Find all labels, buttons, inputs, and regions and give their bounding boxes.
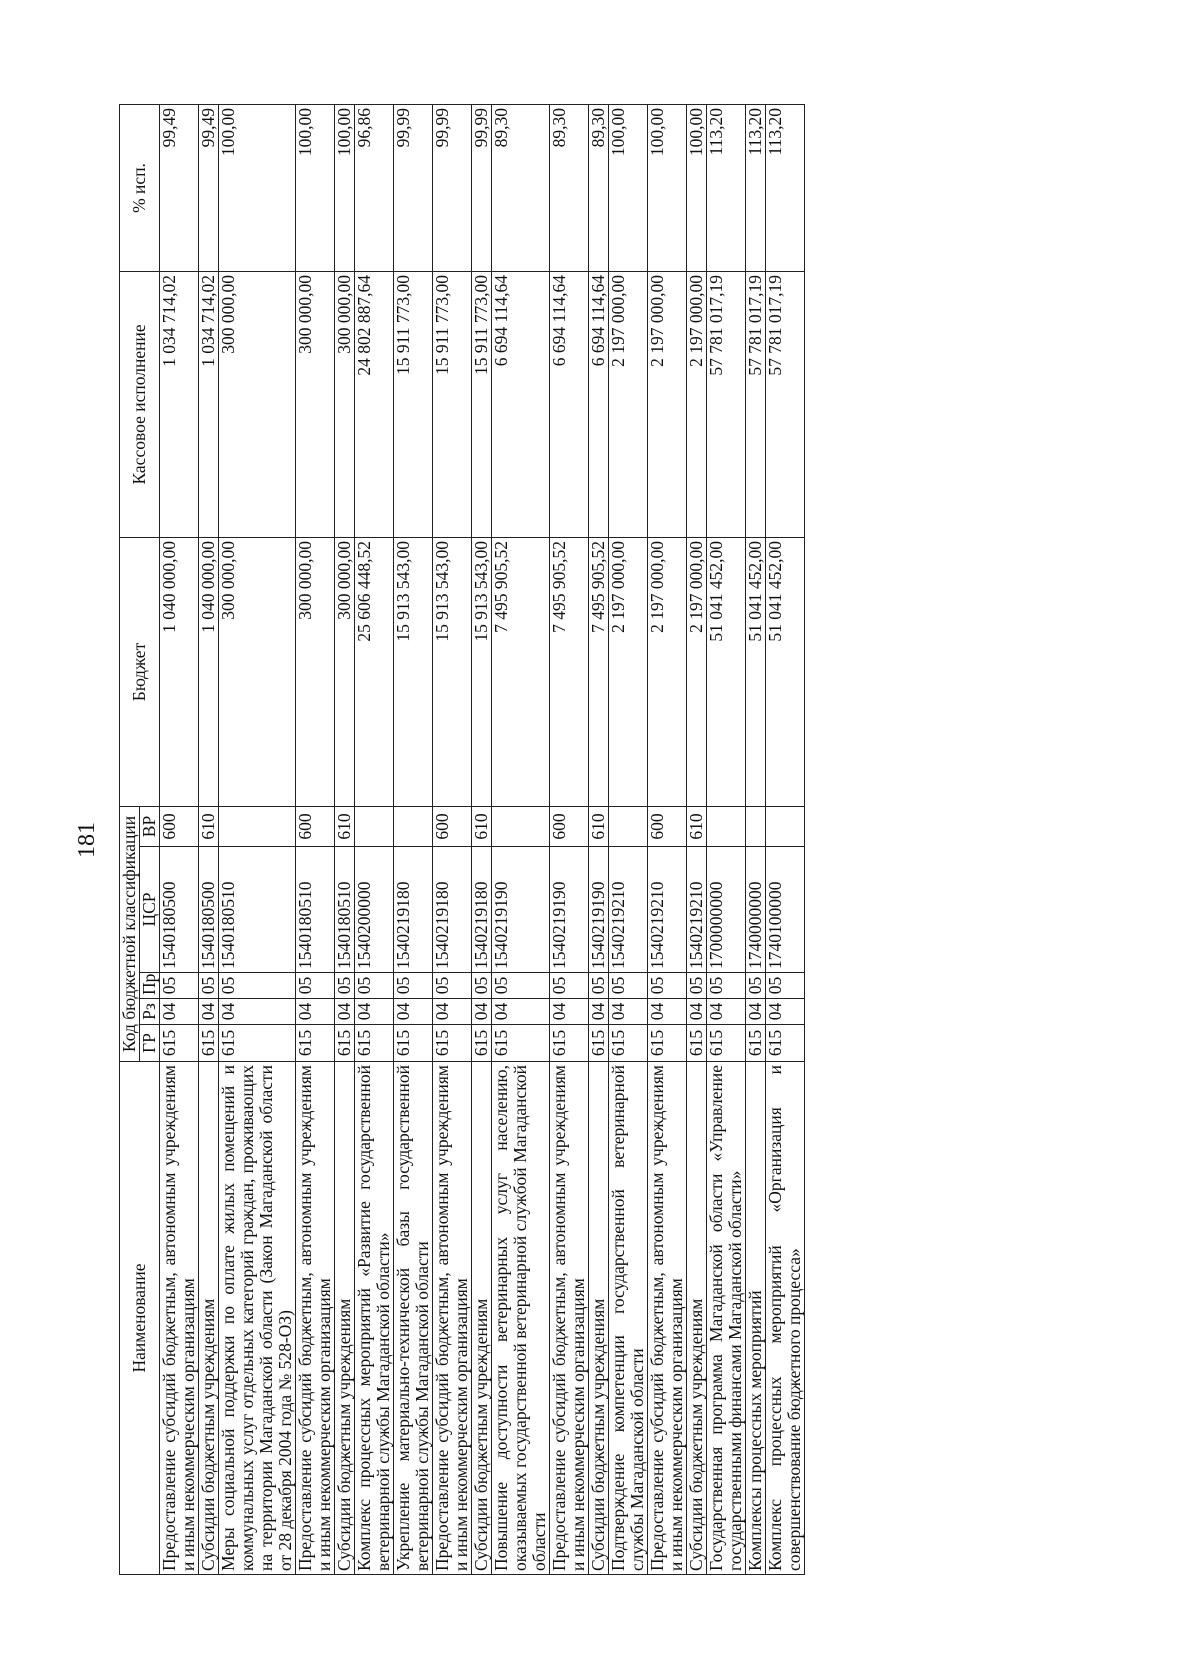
row-pct: 89,30: [589, 104, 609, 271]
row-csr: 1540200000: [355, 847, 394, 973]
row-budget: 300 000,00: [296, 537, 335, 806]
row-name: Комплексы процессных мероприятий: [746, 1062, 766, 1575]
table-body: [160, 104, 805, 1574]
row-budget: 7 495 905,52: [550, 537, 589, 806]
row-rz: 04: [433, 999, 472, 1025]
header-cash: Кассовое исполнение: [120, 271, 160, 537]
row-vr: 600: [648, 806, 687, 846]
row-pr: 05: [550, 973, 589, 999]
row-pr: 05: [609, 973, 648, 999]
row-csr: 1540219180: [433, 847, 472, 973]
row-cash: 300 000,00: [335, 271, 355, 537]
table-row: [609, 104, 648, 1574]
row-cash: 15 911 773,00: [394, 271, 433, 537]
row-vr: [492, 806, 550, 846]
row-name: Субсидии бюджетным учреждениям: [687, 1062, 707, 1575]
row-vr: 610: [589, 806, 609, 846]
row-gr: 615: [589, 1025, 609, 1062]
row-gr: 615: [766, 1025, 805, 1062]
row-name: Подтверждение компетенции государственной ветеринарной службы Магаданской области: [609, 1062, 648, 1575]
row-csr: 1540219210: [609, 847, 648, 973]
row-gr: 615: [472, 1025, 492, 1062]
table-row: [766, 104, 805, 1574]
row-budget: 51 041 452,00: [746, 537, 766, 806]
row-pr: 05: [355, 973, 394, 999]
rotated-content: [74, 105, 1179, 1575]
row-name: Предоставление субсидий бюджетным, автономным учреждениям и иным некоммерческим организациям: [296, 1062, 335, 1575]
row-rz: 04: [160, 999, 199, 1025]
row-cash: 57 781 017,19: [746, 271, 766, 537]
row-cash: 6 694 114,64: [550, 271, 589, 537]
row-csr: 1540219210: [648, 847, 687, 973]
row-pct: 100,00: [219, 104, 296, 271]
row-pr: 05: [160, 973, 199, 999]
row-name: Комплекс процессных мероприятий «Развитие государственной ветеринарной службы Магаданской области»: [355, 1062, 394, 1575]
row-name: Комплекс процессных мероприятий «Организация и совершенствование бюджетного процесса»: [766, 1062, 805, 1575]
page-number: 181: [74, 822, 100, 858]
row-pct: 99,49: [160, 104, 199, 271]
row-cash: 57 781 017,19: [707, 271, 746, 537]
row-rz: 04: [472, 999, 492, 1025]
row-csr: 1740100000: [766, 847, 805, 973]
row-csr: 1540180510: [219, 847, 296, 973]
row-cash: 300 000,00: [296, 271, 335, 537]
row-vr: 600: [296, 806, 335, 846]
row-pr: 05: [687, 973, 707, 999]
table-row: [472, 104, 492, 1574]
row-cash: 2 197 000,00: [648, 271, 687, 537]
row-csr: 1540219190: [492, 847, 550, 973]
row-name: Субсидии бюджетным учреждениям: [199, 1062, 219, 1575]
row-pct: 100,00: [648, 104, 687, 271]
row-gr: 615: [707, 1025, 746, 1062]
table-row: [394, 104, 433, 1574]
header-pct: % исп.: [120, 104, 160, 271]
row-name: Предоставление субсидий бюджетным, автономным учреждениям и иным некоммерческим организациям: [433, 1062, 472, 1575]
row-vr: [219, 806, 296, 846]
row-gr: 615: [550, 1025, 589, 1062]
row-csr: 1540219210: [687, 847, 707, 973]
row-pr: 05: [589, 973, 609, 999]
row-pr: 05: [199, 973, 219, 999]
row-pr: 05: [472, 973, 492, 999]
row-pr: 05: [219, 973, 296, 999]
row-gr: 615: [433, 1025, 472, 1062]
row-pct: 96,86: [355, 104, 394, 271]
row-vr: 610: [335, 806, 355, 846]
header-code-group: Код бюджетной классификации: [120, 806, 140, 1061]
row-name: Государственная программа Магаданской области «Управление государственными финансами Магаданской области»: [707, 1062, 746, 1575]
row-pct: 100,00: [296, 104, 335, 271]
row-csr: 1740000000: [746, 847, 766, 973]
row-rz: 04: [766, 999, 805, 1025]
row-budget: 300 000,00: [335, 537, 355, 806]
table-row: [550, 104, 589, 1574]
row-cash: 6 694 114,64: [492, 271, 550, 537]
row-pct: 99,99: [394, 104, 433, 271]
table-row: [687, 104, 707, 1574]
row-budget: 25 606 448,52: [355, 537, 394, 806]
row-name: Предоставление субсидий бюджетным, автономным учреждениям и иным некоммерческим организациям: [160, 1062, 199, 1575]
row-name: Субсидии бюджетным учреждениям: [589, 1062, 609, 1575]
row-cash: 1 034 714,02: [160, 271, 199, 537]
row-pct: 99,99: [433, 104, 472, 271]
row-csr: 1540180510: [335, 847, 355, 973]
row-csr: 1540219180: [394, 847, 433, 973]
row-budget: 15 913 543,00: [433, 537, 472, 806]
row-csr: 1540219190: [550, 847, 589, 973]
row-pr: 05: [766, 973, 805, 999]
row-name: Предоставление субсидий бюджетным, автономным учреждениям и иным некоммерческим организациям: [550, 1062, 589, 1575]
row-rz: 04: [335, 999, 355, 1025]
row-pr: 05: [335, 973, 355, 999]
row-rz: 04: [492, 999, 550, 1025]
row-csr: 1540219190: [589, 847, 609, 973]
row-vr: 600: [433, 806, 472, 846]
row-pct: 100,00: [335, 104, 355, 271]
row-pct: 99,49: [199, 104, 219, 271]
row-vr: 600: [160, 806, 199, 846]
row-vr: 600: [550, 806, 589, 846]
header-csr: ЦСР: [140, 847, 160, 973]
row-name: Субсидии бюджетным учреждениям: [335, 1062, 355, 1575]
row-rz: 04: [550, 999, 589, 1025]
row-budget: 2 197 000,00: [609, 537, 648, 806]
row-budget: 15 913 543,00: [472, 537, 492, 806]
table-row: [219, 104, 296, 1574]
table-row: [648, 104, 687, 1574]
row-budget: 2 197 000,00: [687, 537, 707, 806]
row-vr: [394, 806, 433, 846]
row-pr: 05: [648, 973, 687, 999]
row-csr: 1700000000: [707, 847, 746, 973]
row-rz: 04: [609, 999, 648, 1025]
header-gr: ГР: [140, 1025, 160, 1062]
row-rz: 04: [707, 999, 746, 1025]
row-vr: [707, 806, 746, 846]
row-name: Повышение доступности ветеринарных услуг населению, оказываемых государственной ветеринарной службой Магаданской области: [492, 1062, 550, 1575]
row-cash: 2 197 000,00: [609, 271, 648, 537]
table-row: [746, 104, 766, 1574]
table-row: [335, 104, 355, 1574]
row-pr: 05: [746, 973, 766, 999]
row-vr: [355, 806, 394, 846]
row-vr: [766, 806, 805, 846]
row-vr: 610: [199, 806, 219, 846]
row-pct: 100,00: [687, 104, 707, 271]
row-gr: 615: [492, 1025, 550, 1062]
row-gr: 615: [687, 1025, 707, 1062]
row-pct: 99,99: [472, 104, 492, 271]
row-rz: 04: [746, 999, 766, 1025]
row-pr: 05: [707, 973, 746, 999]
row-budget: 7 495 905,52: [589, 537, 609, 806]
table-row: [707, 104, 746, 1574]
row-cash: 24 802 887,64: [355, 271, 394, 537]
row-csr: 1540180510: [296, 847, 335, 973]
row-pct: 113,20: [766, 104, 805, 271]
row-rz: 04: [648, 999, 687, 1025]
row-gr: 615: [219, 1025, 296, 1062]
row-cash: 2 197 000,00: [687, 271, 707, 537]
row-budget: 15 913 543,00: [394, 537, 433, 806]
header-pr: Пр: [140, 973, 160, 999]
row-cash: 300 000,00: [219, 271, 296, 537]
row-budget: 1 040 000,00: [199, 537, 219, 806]
row-rz: 04: [199, 999, 219, 1025]
row-vr: [609, 806, 648, 846]
row-pr: 05: [394, 973, 433, 999]
row-budget: 7 495 905,52: [492, 537, 550, 806]
row-gr: 615: [609, 1025, 648, 1062]
row-csr: 1540180500: [199, 847, 219, 973]
row-vr: [746, 806, 766, 846]
row-budget: 300 000,00: [219, 537, 296, 806]
budget-execution-table: [119, 104, 805, 1575]
row-budget: 51 041 452,00: [766, 537, 805, 806]
row-budget: 1 040 000,00: [160, 537, 199, 806]
header-budget: Бюджет: [120, 537, 160, 806]
row-cash: 15 911 773,00: [433, 271, 472, 537]
row-name: Меры социальной поддержки по оплате жилых помещений и коммунальных услуг отдельных категорий граждан, проживающих на территории Магаданской области (Закон Магаданской области от 28 декабря 2004 года № 528-ОЗ): [219, 1062, 296, 1575]
row-cash: 1 034 714,02: [199, 271, 219, 537]
row-gr: 615: [746, 1025, 766, 1062]
row-budget: 51 041 452,00: [707, 537, 746, 806]
table-row: [589, 104, 609, 1574]
row-gr: 615: [394, 1025, 433, 1062]
row-gr: 615: [296, 1025, 335, 1062]
row-pct: 89,30: [492, 104, 550, 271]
table-row: [433, 104, 472, 1574]
table-row: [492, 104, 550, 1574]
row-pr: 05: [433, 973, 472, 999]
row-budget: 2 197 000,00: [648, 537, 687, 806]
row-rz: 04: [589, 999, 609, 1025]
header-rz: Рз: [140, 999, 160, 1025]
header-name: Наименование: [120, 1062, 160, 1575]
row-pct: 113,20: [707, 104, 746, 271]
row-name: Субсидии бюджетным учреждениям: [472, 1062, 492, 1575]
table-row: [199, 104, 219, 1574]
header-vr: ВР: [140, 806, 160, 846]
row-gr: 615: [648, 1025, 687, 1062]
row-rz: 04: [296, 999, 335, 1025]
row-gr: 615: [355, 1025, 394, 1062]
row-rz: 04: [394, 999, 433, 1025]
row-gr: 615: [160, 1025, 199, 1062]
table-row: [355, 104, 394, 1574]
row-cash: 57 781 017,19: [766, 271, 805, 537]
row-vr: 610: [687, 806, 707, 846]
row-pct: 100,00: [609, 104, 648, 271]
row-vr: 610: [472, 806, 492, 846]
header-row-top: [120, 104, 140, 1574]
table-row: [160, 104, 199, 1574]
row-pr: 05: [296, 973, 335, 999]
row-name: Укрепление материально-технической базы государственной ветеринарной службы Магаданской области: [394, 1062, 433, 1575]
row-rz: 04: [219, 999, 296, 1025]
row-rz: 04: [687, 999, 707, 1025]
row-name: Предоставление субсидий бюджетным, автономным учреждениям и иным некоммерческим организациям: [648, 1062, 687, 1575]
row-pr: 05: [492, 973, 550, 999]
table-row: [296, 104, 335, 1574]
row-csr: 1540219180: [472, 847, 492, 973]
row-csr: 1540180500: [160, 847, 199, 973]
row-gr: 615: [199, 1025, 219, 1062]
row-pct: 113,20: [746, 104, 766, 271]
row-pct: 89,30: [550, 104, 589, 271]
row-cash: 6 694 114,64: [589, 271, 609, 537]
row-gr: 615: [335, 1025, 355, 1062]
row-rz: 04: [355, 999, 394, 1025]
row-cash: 15 911 773,00: [472, 271, 492, 537]
